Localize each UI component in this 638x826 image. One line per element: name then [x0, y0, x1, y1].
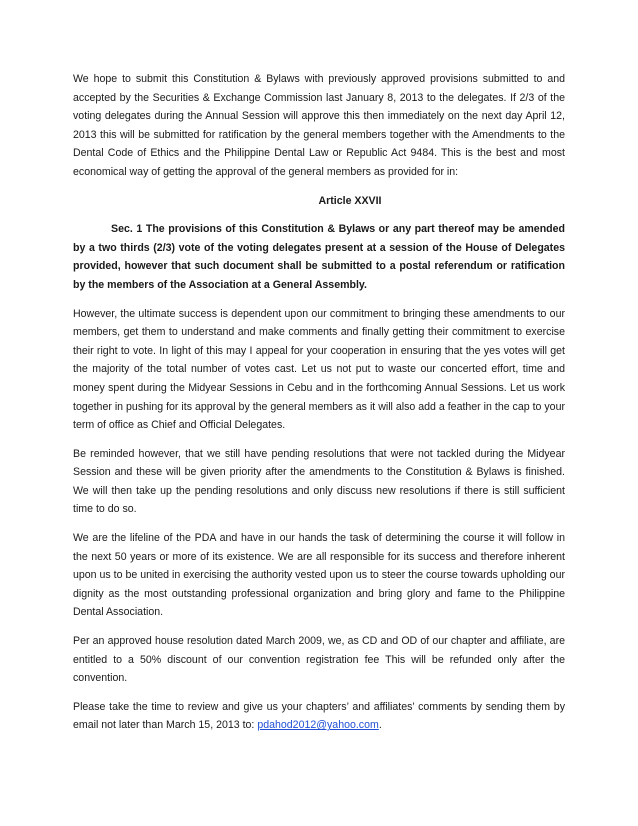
paragraph-intro: We hope to submit this Constitution & Bylaws with previously approved provisions submitted to and accepted by the Securities & Exchange Commission last January 8, 2013 to the delegates. If 2/3 of the voting delegates during the Annual Session will approve this then immediately on the next day April 12, 2013 this will be submitted for ratification by the general members together with the Amendments to the Dental Code of Ethics and the Philippine Dental Law or Republic Act 9484. This is the best and most economical way of getting the approval of the general members as provided for in:: [73, 73, 565, 178]
paragraph-lifeline: We are the lifeline of the PDA and have in our hands the task of determining the course it will follow in the next 50 years or more of its existence. We are all responsible for its success and therefore inherent upon us to be united in exercising the authority vested upon us to steer the course towards upholding our dignity as the most outstanding professional organization and bring glory and fame to the Philippine Dental Association.: [73, 532, 565, 619]
paragraph-commitment: However, the ultimate success is dependent upon our commitment to bringing these amendments to our members, get them to understand and make comments and finally getting their commitment to exercise their right to vote. In light of this may I appeal for your cooperation in ensuring that the yes votes will get the majority of the total number of votes cast. Let us not put to waste our concerted effort, time and money spent during the Midyear Sessions in Cebu and in the forthcoming Annual Sessions. Let us work together in pushing for its approval by the general members as it will also add a feather in the cap to your term of office as Chief and Official Delegates.: [73, 307, 565, 432]
paragraph-pending-resolutions: Be reminded however, that we still have pending resolutions that were not tackled during the Midyear Session and these will be given priority after the amendments to the Constitution & Bylaws is finished. We will then take up the pending resolutions and only discuss new resolutions if there is still sufficient time to do so.: [73, 447, 565, 516]
section-1-text: Sec. 1 The provisions of this Constitution & Bylaws or any part thereof may be amended by a two thirds (2/3) vote of the voting delegates present at a session of the House of Delegates provided, however that such document shall be submitted to a postal referendum or ratification by the members of the Association at a General Assembly.: [73, 223, 565, 291]
email-link[interactable]: pdahod2012@yahoo.com: [257, 719, 379, 732]
paragraph-discount: Per an approved house resolution dated March 2009, we, as CD and OD of our chapter and affiliate, are entitled to a 50% discount of our convention registration fee This will be refunded only after the convention.: [73, 635, 565, 685]
paragraph-review-request: [73, 698, 565, 735]
document-body: [73, 70, 565, 735]
review-request-text: Please take the time to review and give us your chapters’ and affiliates’ comments by sending them by email not later than March 15, 2013 to:: [73, 700, 565, 732]
article-heading: Article XXVII: [318, 194, 382, 207]
review-request-end: .: [378, 719, 382, 732]
